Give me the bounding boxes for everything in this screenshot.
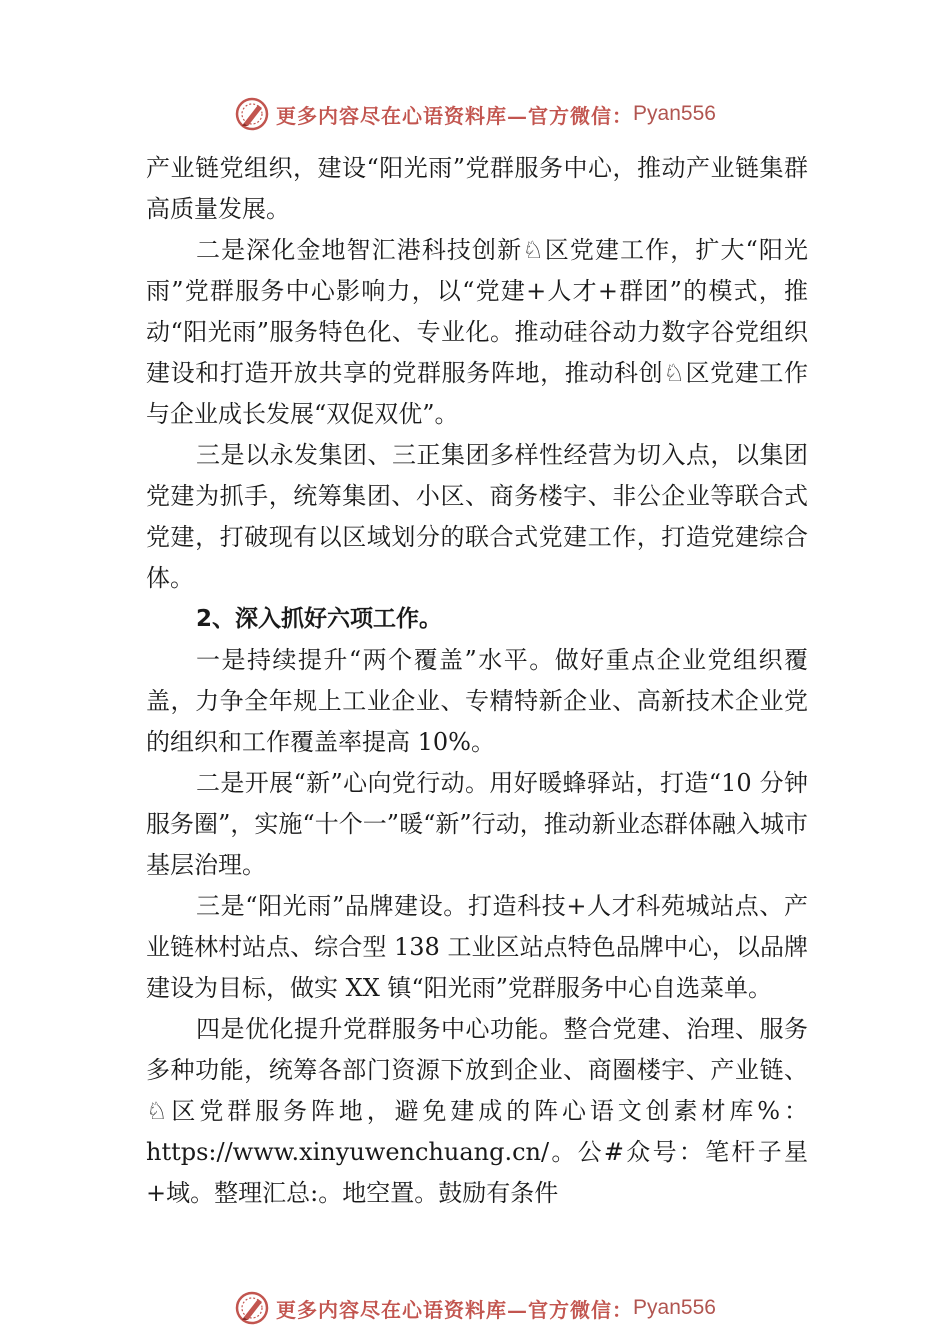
paragraph: 产业链党组织，建设“阳光雨”党群服务中心，推动产业链集群高质量发展。 [146,154,808,223]
paragraph: 三是以永发集团、三正集团多样性经营为切入点，以集团党建为抓手，统筹集团、小区、商务楼宇、非公企业等联合式党建，打破现有以区域划分的联合式党建工作，打造党建综合体。 [146,441,808,592]
wechat-id: Pyan556 [633,1296,716,1319]
pen-nib-logo-icon [234,1290,270,1326]
paragraph: 四是优化提升党群服务中心功能。整合党建、治理、服务多种功能，统筹各部门资源下放到企业、商圈楼宇、产业链、♘区党群服务阵地，避免建成的阵心语文创素材库%：https://www.xinyuwenchuang.cn/。公#众号：笔杆子星+域。整理汇总:。地空置。鼓励有条件 [146,1015,808,1207]
wechat-id: Pyan556 [633,102,716,125]
paragraph: 一是持续提升“两个覆盖”水平。做好重点企业党组织覆盖，力争全年规上工业企业、专精特新企业、高新技术企业党的组织和工作覆盖率提高 10%。 [146,646,808,756]
header-watermark-banner [0,96,950,132]
pen-nib-logo-icon [234,96,270,132]
paragraph: 三是“阳光雨”品牌建设。打造科技+人才科苑城站点、产业链林村站点、综合型 138 工业区站点特色品牌中心，以品牌建设为目标，做实 XX 镇“阳光雨”党群服务中心自选菜单。 [146,892,808,1002]
promo-text: 更多内容尽在心语资料库—官方微信： [276,103,634,128]
promo-text: 更多内容尽在心语资料库—官方微信： [276,1297,634,1322]
document-body [146,148,808,1214]
section-heading: 2、深入抓好六项工作。 [196,606,443,632]
paragraph: 二是开展“新”心向党行动。用好暖蜂驿站，打造“10 分钟服务圈”，实施“十个一”暖“新”行动，推动新业态群体融入城市基层治理。 [146,769,808,879]
paragraph: 二是深化金地智汇港科技创新♘区党建工作，扩大“阳光雨”党群服务中心影响力，以“党建+人才+群团”的模式，推动“阳光雨”服务特色化、专业化。推动硅谷动力数字谷党组织建设和打造开放共享的党群服务阵地，推动科创♘区党建工作与企业成长发展“双促双优”。 [146,236,808,428]
footer-watermark-banner [0,1290,950,1326]
